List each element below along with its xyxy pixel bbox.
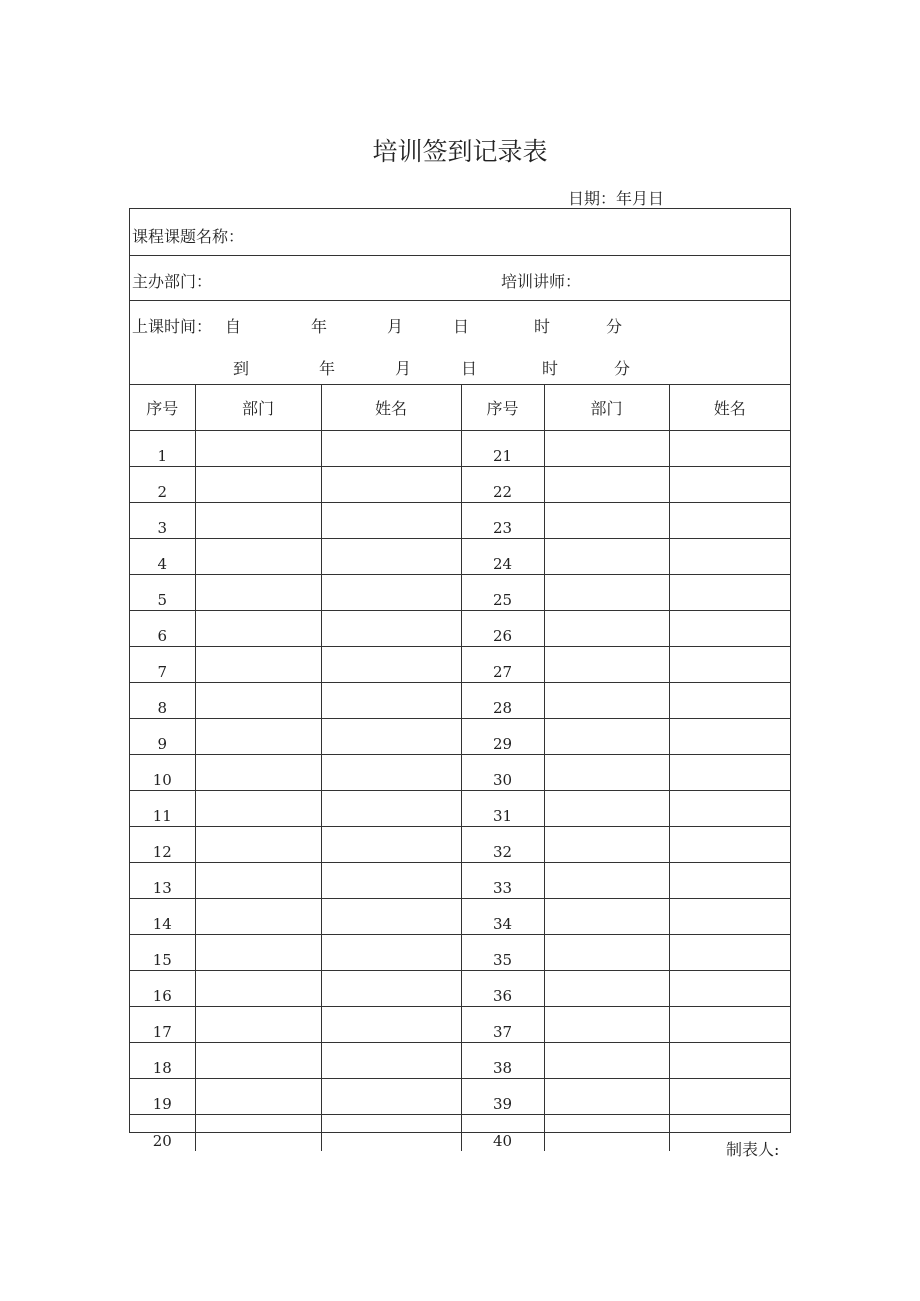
table-row [130, 539, 790, 575]
seq-cell-left: 14 [130, 899, 195, 935]
table-row [130, 935, 790, 971]
name-cell-right[interactable] [669, 611, 790, 647]
seq-cell-left: 10 [130, 755, 195, 791]
seq-cell-left: 3 [130, 503, 195, 539]
name-cell-left[interactable] [321, 863, 461, 899]
name-cell-right[interactable] [669, 1007, 790, 1043]
header-name-right: 姓名 [669, 385, 790, 431]
seq-cell-left: 20 [130, 1115, 195, 1152]
name-cell-right[interactable] [669, 791, 790, 827]
dept-cell-left[interactable] [195, 971, 321, 1007]
seq-cell-right: 22 [461, 467, 544, 503]
dept-cell-left[interactable] [195, 1007, 321, 1043]
name-cell-left[interactable] [321, 683, 461, 719]
dept-cell-left[interactable] [195, 899, 321, 935]
header-name-left: 姓名 [321, 385, 461, 431]
attendance-rows [130, 431, 790, 1152]
table-row [130, 719, 790, 755]
dept-cell-right[interactable] [544, 539, 669, 575]
name-cell-left[interactable] [321, 575, 461, 611]
seq-cell-right: 31 [461, 791, 544, 827]
name-cell-left[interactable] [321, 755, 461, 791]
header-dept-right: 部门 [544, 385, 669, 431]
seq-cell-right: 23 [461, 503, 544, 539]
name-cell-left[interactable] [321, 899, 461, 935]
seq-cell-left: 8 [130, 683, 195, 719]
dept-cell-right[interactable] [544, 827, 669, 863]
seq-cell-right: 38 [461, 1043, 544, 1079]
dept-cell-left[interactable] [195, 719, 321, 755]
name-cell-left[interactable] [321, 431, 461, 467]
name-cell-right[interactable] [669, 827, 790, 863]
seq-cell-left: 1 [130, 431, 195, 467]
course-row [130, 209, 790, 256]
dept-cell-left[interactable] [195, 827, 321, 863]
seq-cell-left: 15 [130, 935, 195, 971]
name-cell-left[interactable] [321, 827, 461, 863]
seq-cell-left: 4 [130, 539, 195, 575]
dept-cell-left[interactable] [195, 575, 321, 611]
name-cell-right[interactable] [669, 899, 790, 935]
table-row [130, 755, 790, 791]
seq-cell-right: 24 [461, 539, 544, 575]
seq-cell-right: 39 [461, 1079, 544, 1115]
table-row [130, 647, 790, 683]
prepared-by-label: 制表人: [726, 1140, 780, 1159]
class-time-label: 上课时间： [132, 317, 213, 336]
name-cell-right[interactable] [669, 431, 790, 467]
seq-cell-left: 2 [130, 467, 195, 503]
table-row [130, 1079, 790, 1115]
name-cell-right[interactable] [669, 503, 790, 539]
name-cell-right[interactable] [669, 539, 790, 575]
seq-cell-right: 32 [461, 827, 544, 863]
seq-cell-left: 17 [130, 1007, 195, 1043]
dept-cell-left[interactable] [195, 683, 321, 719]
dept-cell-right[interactable] [544, 683, 669, 719]
dept-cell-right[interactable] [544, 1115, 669, 1152]
seq-cell-right: 28 [461, 683, 544, 719]
seq-cell-right: 29 [461, 719, 544, 755]
table-row [130, 431, 790, 467]
table-row [130, 503, 790, 539]
time-from-minute: 分 [606, 317, 623, 336]
name-cell-left[interactable] [321, 539, 461, 575]
dept-cell-right[interactable] [544, 1007, 669, 1043]
name-cell-left[interactable] [321, 1007, 461, 1043]
name-cell-right[interactable] [669, 719, 790, 755]
seq-cell-left: 13 [130, 863, 195, 899]
name-cell-left[interactable] [321, 611, 461, 647]
trainer-label: 培训讲师： [501, 272, 582, 291]
dept-cell-right[interactable] [544, 935, 669, 971]
name-cell-right[interactable] [669, 467, 790, 503]
seq-cell-left: 11 [130, 791, 195, 827]
dept-cell-left[interactable] [195, 863, 321, 899]
name-cell-right[interactable] [669, 1043, 790, 1079]
table-row [130, 863, 790, 899]
time-to-month: 月 [395, 359, 412, 378]
seq-cell-left: 16 [130, 971, 195, 1007]
seq-cell-left: 6 [130, 611, 195, 647]
seq-cell-left: 5 [130, 575, 195, 611]
dept-cell-left[interactable] [195, 611, 321, 647]
time-to-minute: 分 [614, 359, 631, 378]
dept-cell-right[interactable] [544, 719, 669, 755]
time-to: 到 [233, 359, 250, 378]
name-cell-right[interactable] [669, 647, 790, 683]
organizer-label: 主办部门： [132, 272, 213, 291]
name-cell-left[interactable] [321, 1043, 461, 1079]
table-row [130, 611, 790, 647]
dept-cell-right[interactable] [544, 791, 669, 827]
table-row [130, 791, 790, 827]
name-cell-left[interactable] [321, 503, 461, 539]
name-cell-right[interactable] [669, 971, 790, 1007]
name-cell-left[interactable] [321, 791, 461, 827]
dept-cell-left[interactable] [195, 935, 321, 971]
page-title: 培训签到记录表 [372, 137, 548, 166]
name-cell-right[interactable] [669, 863, 790, 899]
seq-cell-right: 35 [461, 935, 544, 971]
dept-cell-right[interactable] [544, 863, 669, 899]
seq-cell-right: 34 [461, 899, 544, 935]
seq-cell-left: 19 [130, 1079, 195, 1115]
dept-cell-right[interactable] [544, 647, 669, 683]
header-dept-left: 部门 [195, 385, 321, 431]
table-row [130, 971, 790, 1007]
seq-cell-right: 26 [461, 611, 544, 647]
time-from: 自 [225, 317, 242, 336]
name-cell-left[interactable] [321, 467, 461, 503]
seq-cell-right: 27 [461, 647, 544, 683]
table-header-row [130, 385, 790, 431]
seq-cell-right: 40 [461, 1115, 544, 1152]
time-to-day: 日 [461, 359, 478, 378]
table-row [130, 827, 790, 863]
dept-cell-left[interactable] [195, 431, 321, 467]
dept-cell-right[interactable] [544, 503, 669, 539]
time-to-year: 年 [319, 359, 336, 378]
seq-cell-right: 21 [461, 431, 544, 467]
dept-cell-left[interactable] [195, 1079, 321, 1115]
name-cell-left[interactable] [321, 1079, 461, 1115]
name-cell-right[interactable] [669, 755, 790, 791]
organizer-row [130, 256, 790, 301]
seq-cell-left: 12 [130, 827, 195, 863]
table-row [130, 1043, 790, 1079]
name-cell-left[interactable] [321, 719, 461, 755]
time-to-hour: 时 [542, 359, 559, 378]
seq-cell-right: 33 [461, 863, 544, 899]
seq-cell-left: 7 [130, 647, 195, 683]
dept-cell-left[interactable] [195, 1115, 321, 1152]
dept-cell-right[interactable] [544, 899, 669, 935]
dept-cell-left[interactable] [195, 1043, 321, 1079]
time-from-day: 日 [453, 317, 470, 336]
table-row [130, 467, 790, 503]
name-cell-left[interactable] [321, 1115, 461, 1152]
dept-cell-right[interactable] [544, 755, 669, 791]
name-cell-right[interactable] [669, 935, 790, 971]
header-seq-right: 序号 [461, 385, 544, 431]
dept-cell-right[interactable] [544, 971, 669, 1007]
table-row [130, 1115, 790, 1152]
dept-cell-left[interactable] [195, 647, 321, 683]
seq-cell-right: 36 [461, 971, 544, 1007]
table-row [130, 683, 790, 719]
seq-cell-right: 25 [461, 575, 544, 611]
table-row [130, 899, 790, 935]
time-from-hour: 时 [534, 317, 551, 336]
course-label: 课程课题名称： [132, 227, 245, 246]
name-cell-left[interactable] [321, 935, 461, 971]
seq-cell-right: 37 [461, 1007, 544, 1043]
name-cell-right[interactable] [669, 1079, 790, 1115]
time-from-month: 月 [387, 317, 404, 336]
seq-cell-left: 9 [130, 719, 195, 755]
header-seq-left: 序号 [130, 385, 195, 431]
name-cell-left[interactable] [321, 971, 461, 1007]
class-time-row [130, 301, 790, 385]
dept-cell-right[interactable] [544, 575, 669, 611]
time-from-year: 年 [311, 317, 328, 336]
dept-cell-right[interactable] [544, 611, 669, 647]
name-cell-right[interactable] [669, 575, 790, 611]
dept-cell-left[interactable] [195, 755, 321, 791]
dept-cell-left[interactable] [195, 791, 321, 827]
seq-cell-left: 18 [130, 1043, 195, 1079]
name-cell-left[interactable] [321, 647, 461, 683]
dept-cell-right[interactable] [544, 1043, 669, 1079]
dept-cell-left[interactable] [195, 539, 321, 575]
dept-cell-left[interactable] [195, 503, 321, 539]
dept-cell-left[interactable] [195, 467, 321, 503]
dept-cell-right[interactable] [544, 1079, 669, 1115]
dept-cell-right[interactable] [544, 431, 669, 467]
date-line: 日期：年月日 [568, 189, 665, 208]
dept-cell-right[interactable] [544, 467, 669, 503]
table-row [130, 1007, 790, 1043]
seq-cell-right: 30 [461, 755, 544, 791]
table-row [130, 575, 790, 611]
attendance-table [130, 385, 790, 1151]
name-cell-right[interactable] [669, 683, 790, 719]
